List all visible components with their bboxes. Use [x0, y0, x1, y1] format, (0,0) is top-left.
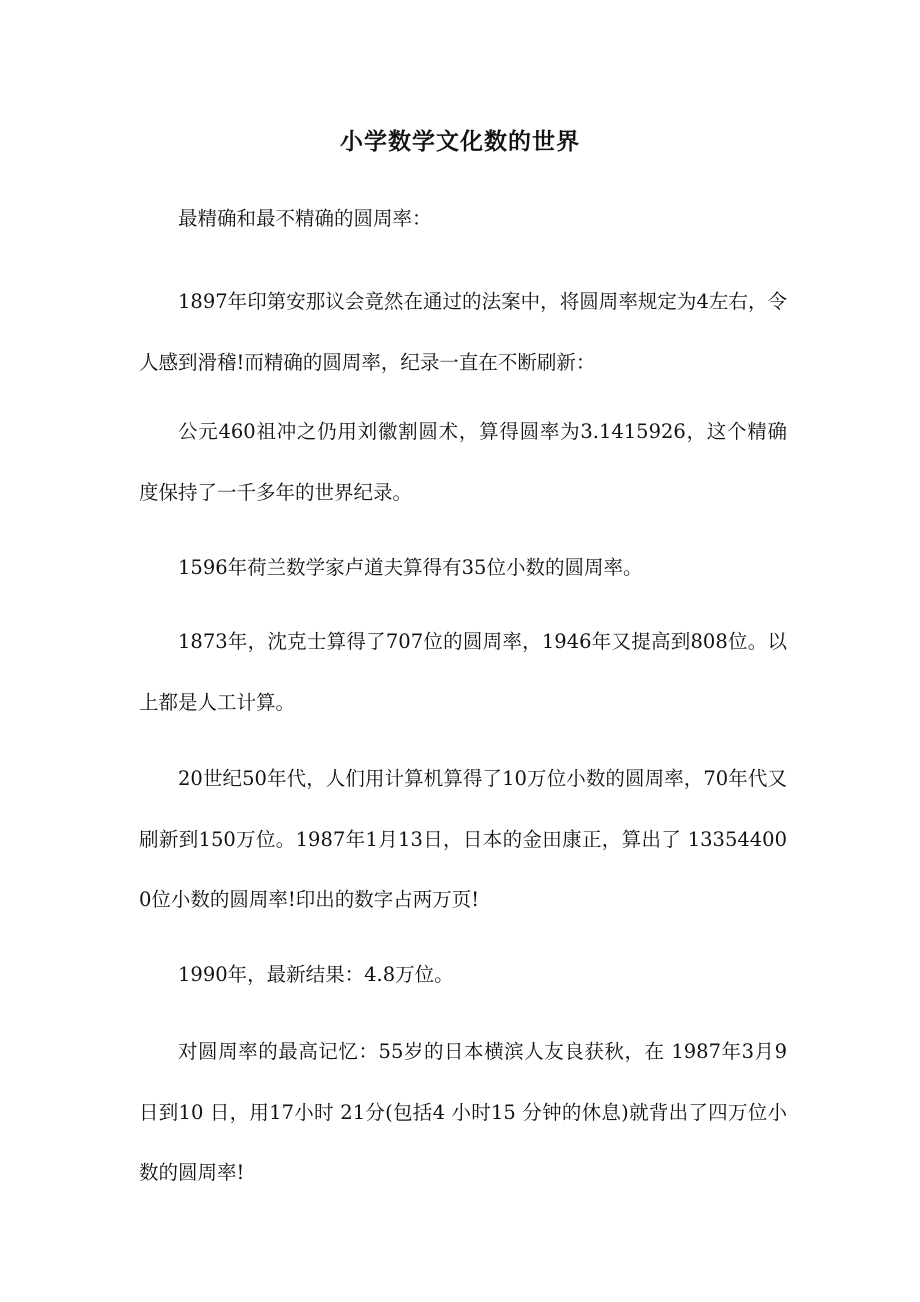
paragraph-1990-result: 1990年，最新结果：4.8万位。	[178, 963, 454, 986]
paragraph-zu-chongzhi: 公元460祖冲之仍用刘徽割圆术，算得圆率为3.1415926，这个精确度保持了一千多年的世界纪录。	[139, 420, 787, 504]
paragraph-computer-era: 20世纪50年代，人们用计算机算得了10万位小数的圆周率，70年代又刷新到150万位。1987年1月13日，日本的金田康正，算出了 133544000位小数的圆周率!印出的数字占两万页!	[139, 767, 787, 911]
paragraph-memory-record: 对圆周率的最高记忆：55岁的日本横滨人友良获秋，在 1987年3月9日到10 日，用17小时 21分(包括4 小时15 分钟的休息)就背出了四万位小数的圆周率!	[139, 1040, 787, 1184]
paragraph-1596-ludolph: 1596年荷兰数学家卢道夫算得有35位小数的圆周率。	[178, 556, 643, 579]
paragraph-pi-heading: 最精确和最不精确的圆周率：	[178, 207, 432, 230]
paragraph-1897-indiana: 1897年印第安那议会竟然在通过的法案中，将圆周率规定为4左右，令人感到滑稽!而精确的圆周率，纪录一直在不断刷新：	[139, 290, 787, 374]
paragraph-1873-shanks: 1873年，沈克士算得了707位的圆周率，1946年又提高到808位。以上都是人工计算。	[139, 630, 787, 714]
document-title: 小学数学文化数的世界	[340, 128, 580, 155]
